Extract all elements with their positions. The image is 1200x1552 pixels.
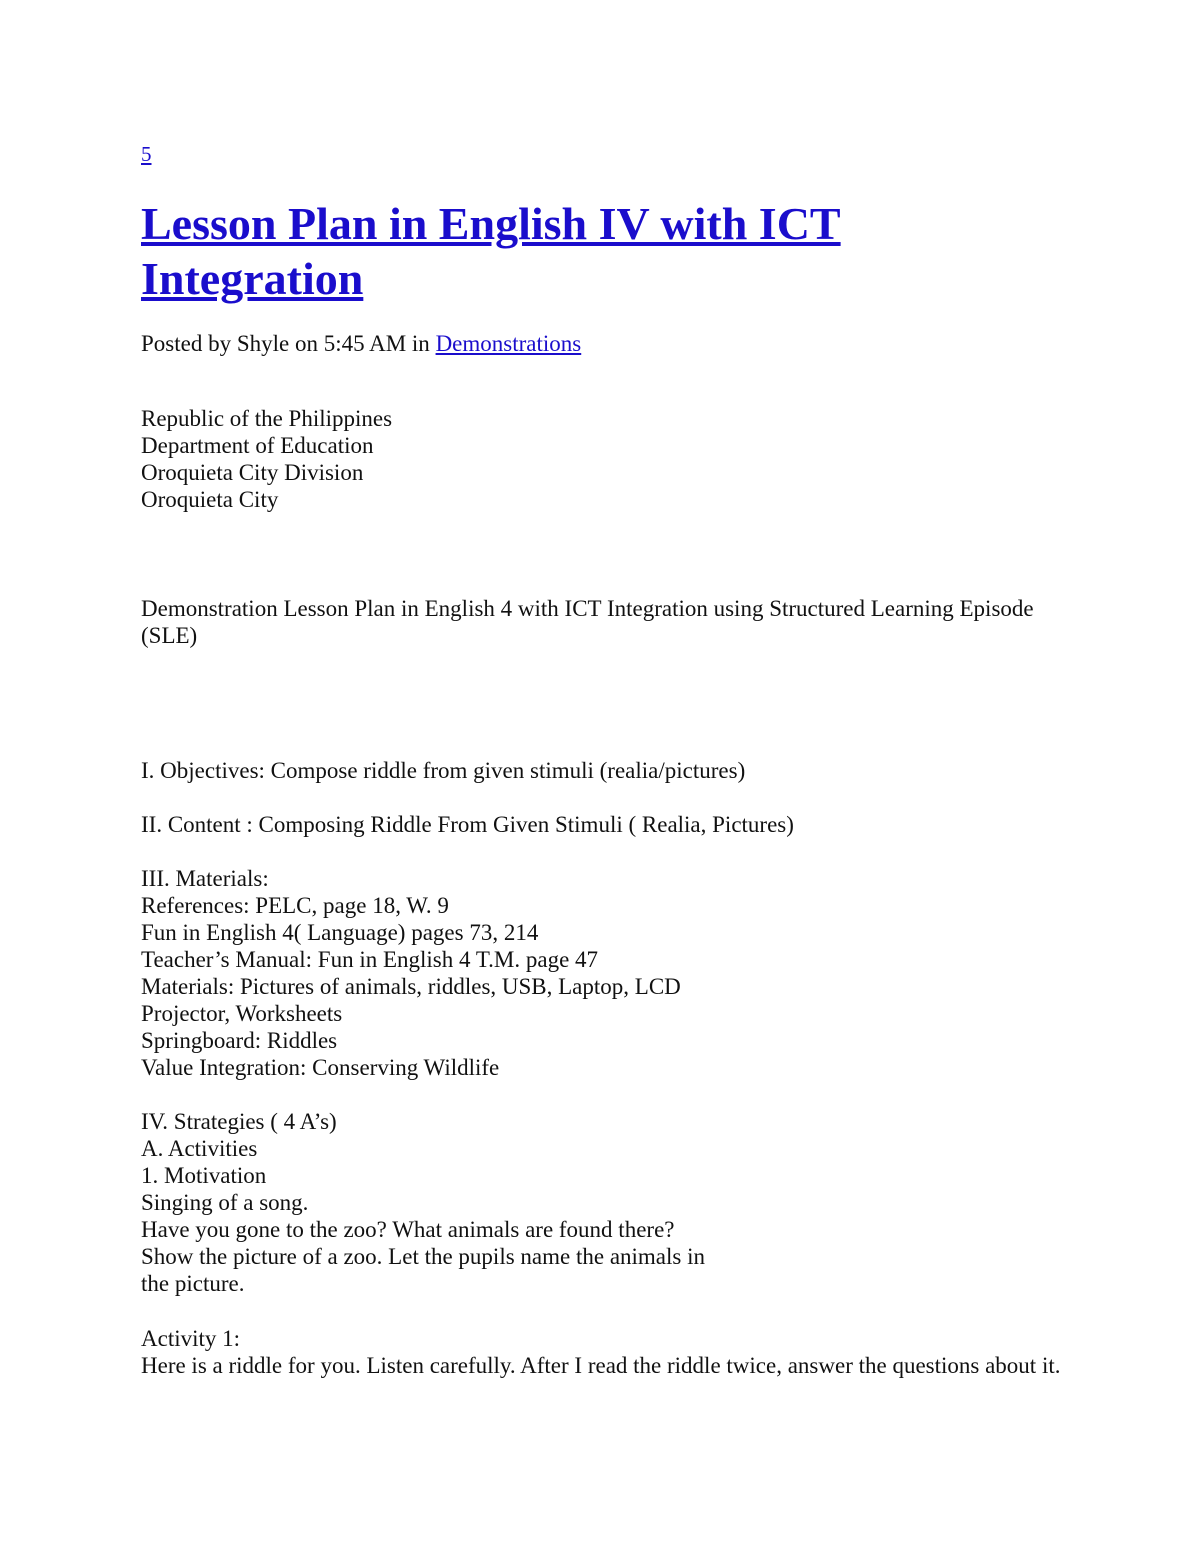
materials-line: References: PELC, page 18, W. 9 [141,893,449,918]
strategies-line: Show the picture of a zoo. Let the pupils name the animals in [141,1244,705,1269]
post-meta-text: Posted by Shyle on 5:45 AM in [141,331,436,356]
activity-block [141,1325,1071,1379]
strategies-block [141,1108,1071,1297]
header-line: Oroquieta City [141,487,279,512]
header-block [141,405,1071,513]
header-line: Oroquieta City Division [141,460,364,485]
post-title [141,196,1041,306]
activity-text: Here is a riddle for you. Listen carefully. After I read the riddle twice, answer the questions about it. [141,1353,1061,1378]
post-title-link[interactable]: Lesson Plan in English IV with ICT Integration [141,198,841,304]
strategies-heading: IV. Strategies ( 4 A’s) [141,1109,337,1134]
strategies-line: Singing of a song. [141,1190,309,1215]
lesson-subtitle: Demonstration Lesson Plan in English 4 with ICT Integration using Structured Learning Episode (SLE) [141,596,1034,648]
materials-line: Teacher’s Manual: Fun in English 4 T.M. page 47 [141,947,599,972]
strategies-line: the picture. [141,1271,245,1296]
header-line: Republic of the Philippines [141,406,393,431]
materials-line: Materials: Pictures of animals, riddles, USB, Laptop, LCD [141,974,681,999]
materials-line: Projector, Worksheets [141,1001,343,1026]
objectives-line: I. Objectives: Compose riddle from given stimuli (realia/pictures) [141,758,746,783]
header-line: Department of Education [141,433,374,458]
category-link[interactable]: Demonstrations [435,331,582,356]
materials-line: Fun in English 4( Language) pages 73, 214 [141,920,539,945]
strategies-line: 1. Motivation [141,1163,267,1188]
materials-line: Springboard: Riddles [141,1028,338,1053]
materials-line: Value Integration: Conserving Wildlife [141,1055,500,1080]
strategies-line: A. Activities [141,1136,258,1161]
strategies-line: Have you gone to the zoo? What animals are found there? [141,1217,675,1242]
materials-heading: III. Materials: [141,866,269,891]
materials-block [141,865,1071,1081]
post-number-link[interactable]: 5 [141,142,152,166]
post-meta [141,330,581,358]
content-line: II. Content : Composing Riddle From Given Stimuli ( Realia, Pictures) [141,812,794,837]
activity-label: Activity 1: [141,1326,241,1351]
